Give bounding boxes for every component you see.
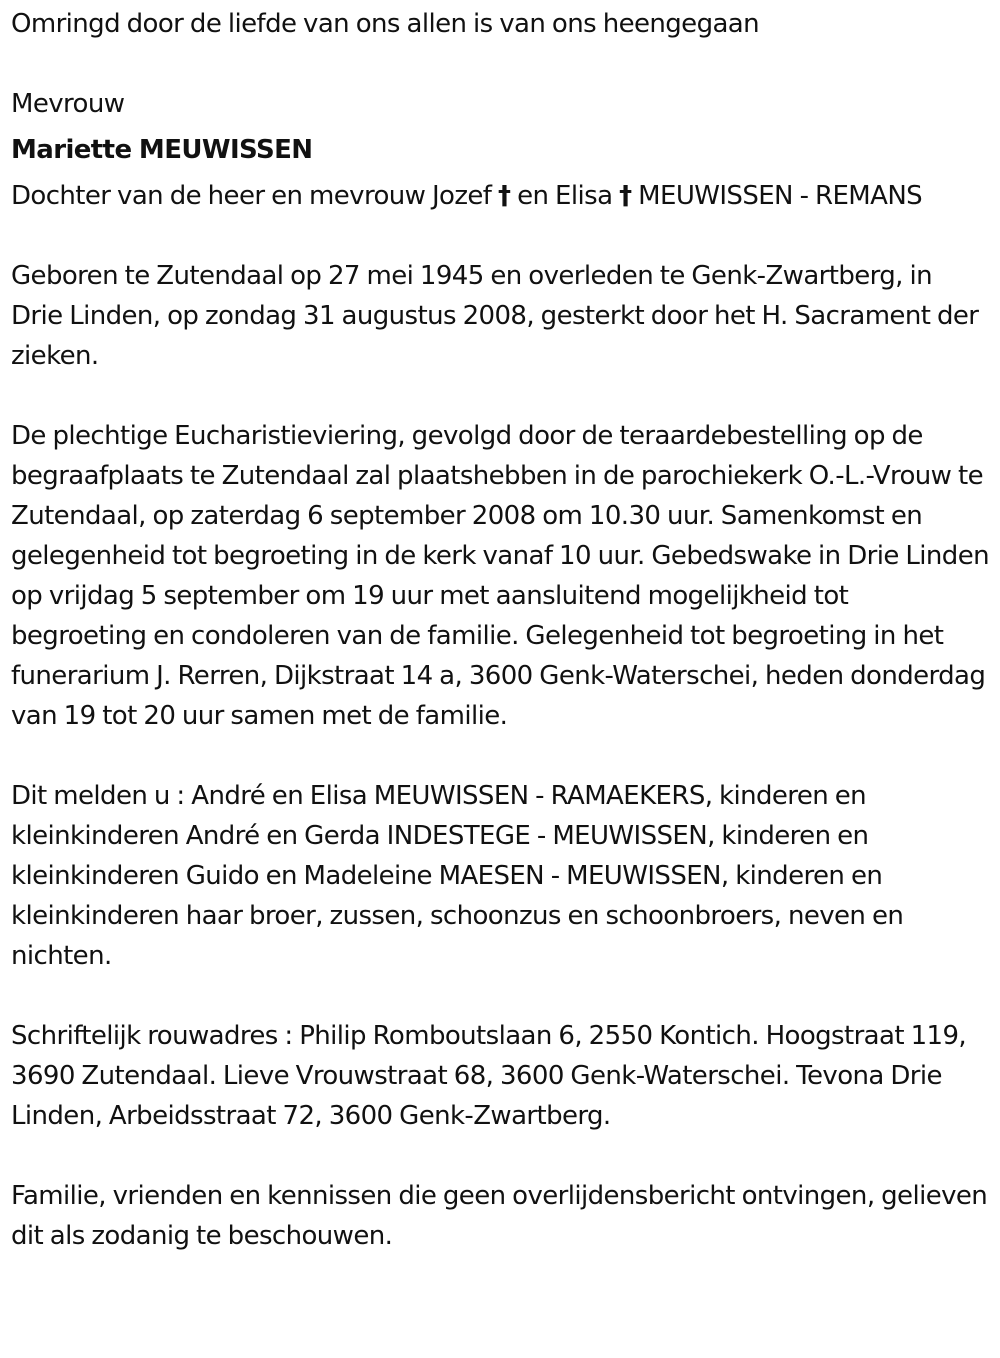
parents-prefix: Dochter van de heer en mevrouw Jozef [11,181,492,211]
cross-icon: † [619,181,632,211]
ceremony-paragraph: De plechtige Eucharistieviering, gevolgd door de teraardebestelling op de begraafplaats te Zutendaal zal plaatshebben in de parochiekerk O.-L.-Vrouw te Zutendaal, op zaterdag 6 september 2008 om 10.30 uur. Samenkomst en gelegenheid tot begroeting in de kerk vanaf 10 uur. Gebedswake in Drie Linden op vrijdag 5 september om 19 uur met aansluitend mogelijkheid tot begroeting en condoleren van de familie. Gelegenheid tot begroeting in het funerarium J. Rerren, Dijkstraat 14 a, 3600 Genk-Waterschei, heden donderdag van 19 tot 20 uur samen met de familie. [11,421,989,731]
birth-death-paragraph: Geboren te Zutendaal op 27 mei 1945 en overleden te Genk-Zwartberg, in Drie Linden, op zondag 31 augustus 2008, gesterkt door het H. Sacrament der zieken. [11,261,979,371]
cross-icon: † [498,181,511,211]
honorific: Mevrouw [11,89,125,119]
intro-text: Omringd door de liefde van ons allen is van ons heengegaan [11,9,760,39]
parents-middle: en Elisa [517,181,613,211]
parents-suffix: MEUWISSEN - REMANS [638,181,923,211]
announcers-paragraph: Dit melden u : André en Elisa MEUWISSEN - RAMAEKERS, kinderen en kleinkinderen André en Gerda INDESTEGE - MEUWISSEN, kinderen en kleinkinderen Guido en Madeleine MAESEN - MEUWISSEN, kinderen en kleinkinderen haar broer, zussen, schoonzus en schoonbroers, neven en nichten. [11,781,904,971]
addresses-paragraph: Schriftelijk rouwadres : Philip Romboutslaan 6, 2550 Kontich. Hoogstraat 119, 3690 Zutendaal. Lieve Vrouwstraat 68, 3600 Genk-Waterschei. Tevona Drie Linden, Arbeidsstraat 72, 3600 Genk-Zwartberg. [11,1021,967,1131]
parents-line [11,176,990,216]
closing-paragraph: Familie, vrienden en kennissen die geen overlijdensbericht ontvingen, gelieven dit als zodanig te beschouwen. [11,1181,988,1251]
deceased-name: Mariette MEUWISSEN [11,135,313,165]
